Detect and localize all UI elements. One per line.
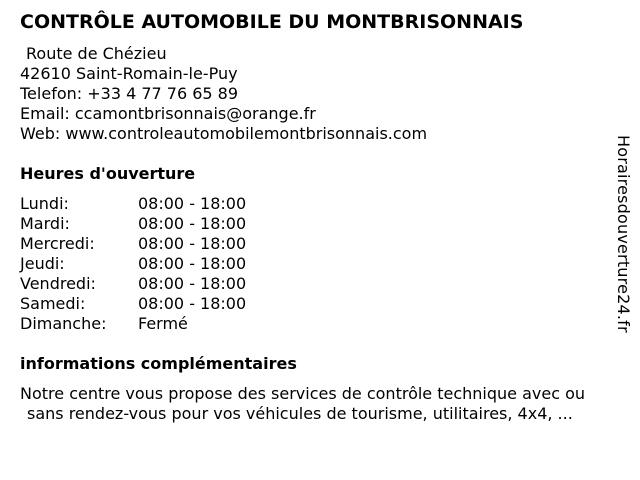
site-watermark: Horairesdouverture24.fr: [614, 135, 633, 333]
time-range: Fermé: [138, 314, 188, 333]
hours-row-samedi: [20, 294, 246, 314]
day-label: Lundi:: [20, 194, 69, 213]
additional-info-text: [20, 384, 635, 424]
day-label: Jeudi:: [20, 254, 65, 273]
day-label: Samedi:: [20, 294, 86, 313]
time-range: 08:00 - 18:00: [138, 234, 247, 253]
website-url: Web: www.controleautomobilemontbrisonnais.com: [20, 124, 428, 143]
info-line-2: sans rendez-vous pour vos véhicules de tourisme, utilitaires, 4x4, ...: [27, 404, 573, 423]
phone-number: Telefon: +33 4 77 76 65 89: [20, 84, 239, 103]
additional-info-heading: informations complémentaires: [20, 354, 297, 373]
day-label: Mercredi:: [20, 234, 95, 253]
opening-hours-heading: Heures d'ouverture: [20, 164, 196, 183]
hours-row-vendredi: [20, 274, 246, 294]
time-range: 08:00 - 18:00: [138, 254, 247, 273]
street-address: Route de Chézieu: [26, 44, 167, 63]
hours-row-dimanche: [20, 314, 246, 334]
hours-row-mardi: [20, 214, 246, 234]
time-range: 08:00 - 18:00: [138, 194, 247, 213]
business-name: CONTRÔLE AUTOMOBILE DU MONTBRISONNAIS: [20, 11, 524, 33]
hours-row-lundi: [20, 194, 246, 214]
hours-row-jeudi: [20, 254, 246, 274]
day-label: Mardi:: [20, 214, 70, 233]
city-address: 42610 Saint-Romain-le-Puy: [20, 64, 238, 83]
day-label: Dimanche:: [20, 314, 107, 333]
time-range: 08:00 - 18:00: [138, 214, 247, 233]
hours-row-mercredi: [20, 234, 246, 254]
opening-hours-table: [20, 194, 246, 334]
day-label: Vendredi:: [20, 274, 96, 293]
contact-block: [20, 44, 427, 144]
time-range: 08:00 - 18:00: [138, 294, 247, 313]
info-line-1: Notre centre vous propose des services de contrôle technique avec ou: [20, 384, 586, 403]
email-address: Email: ccamontbrisonnais@orange.fr: [20, 104, 316, 123]
time-range: 08:00 - 18:00: [138, 274, 247, 293]
